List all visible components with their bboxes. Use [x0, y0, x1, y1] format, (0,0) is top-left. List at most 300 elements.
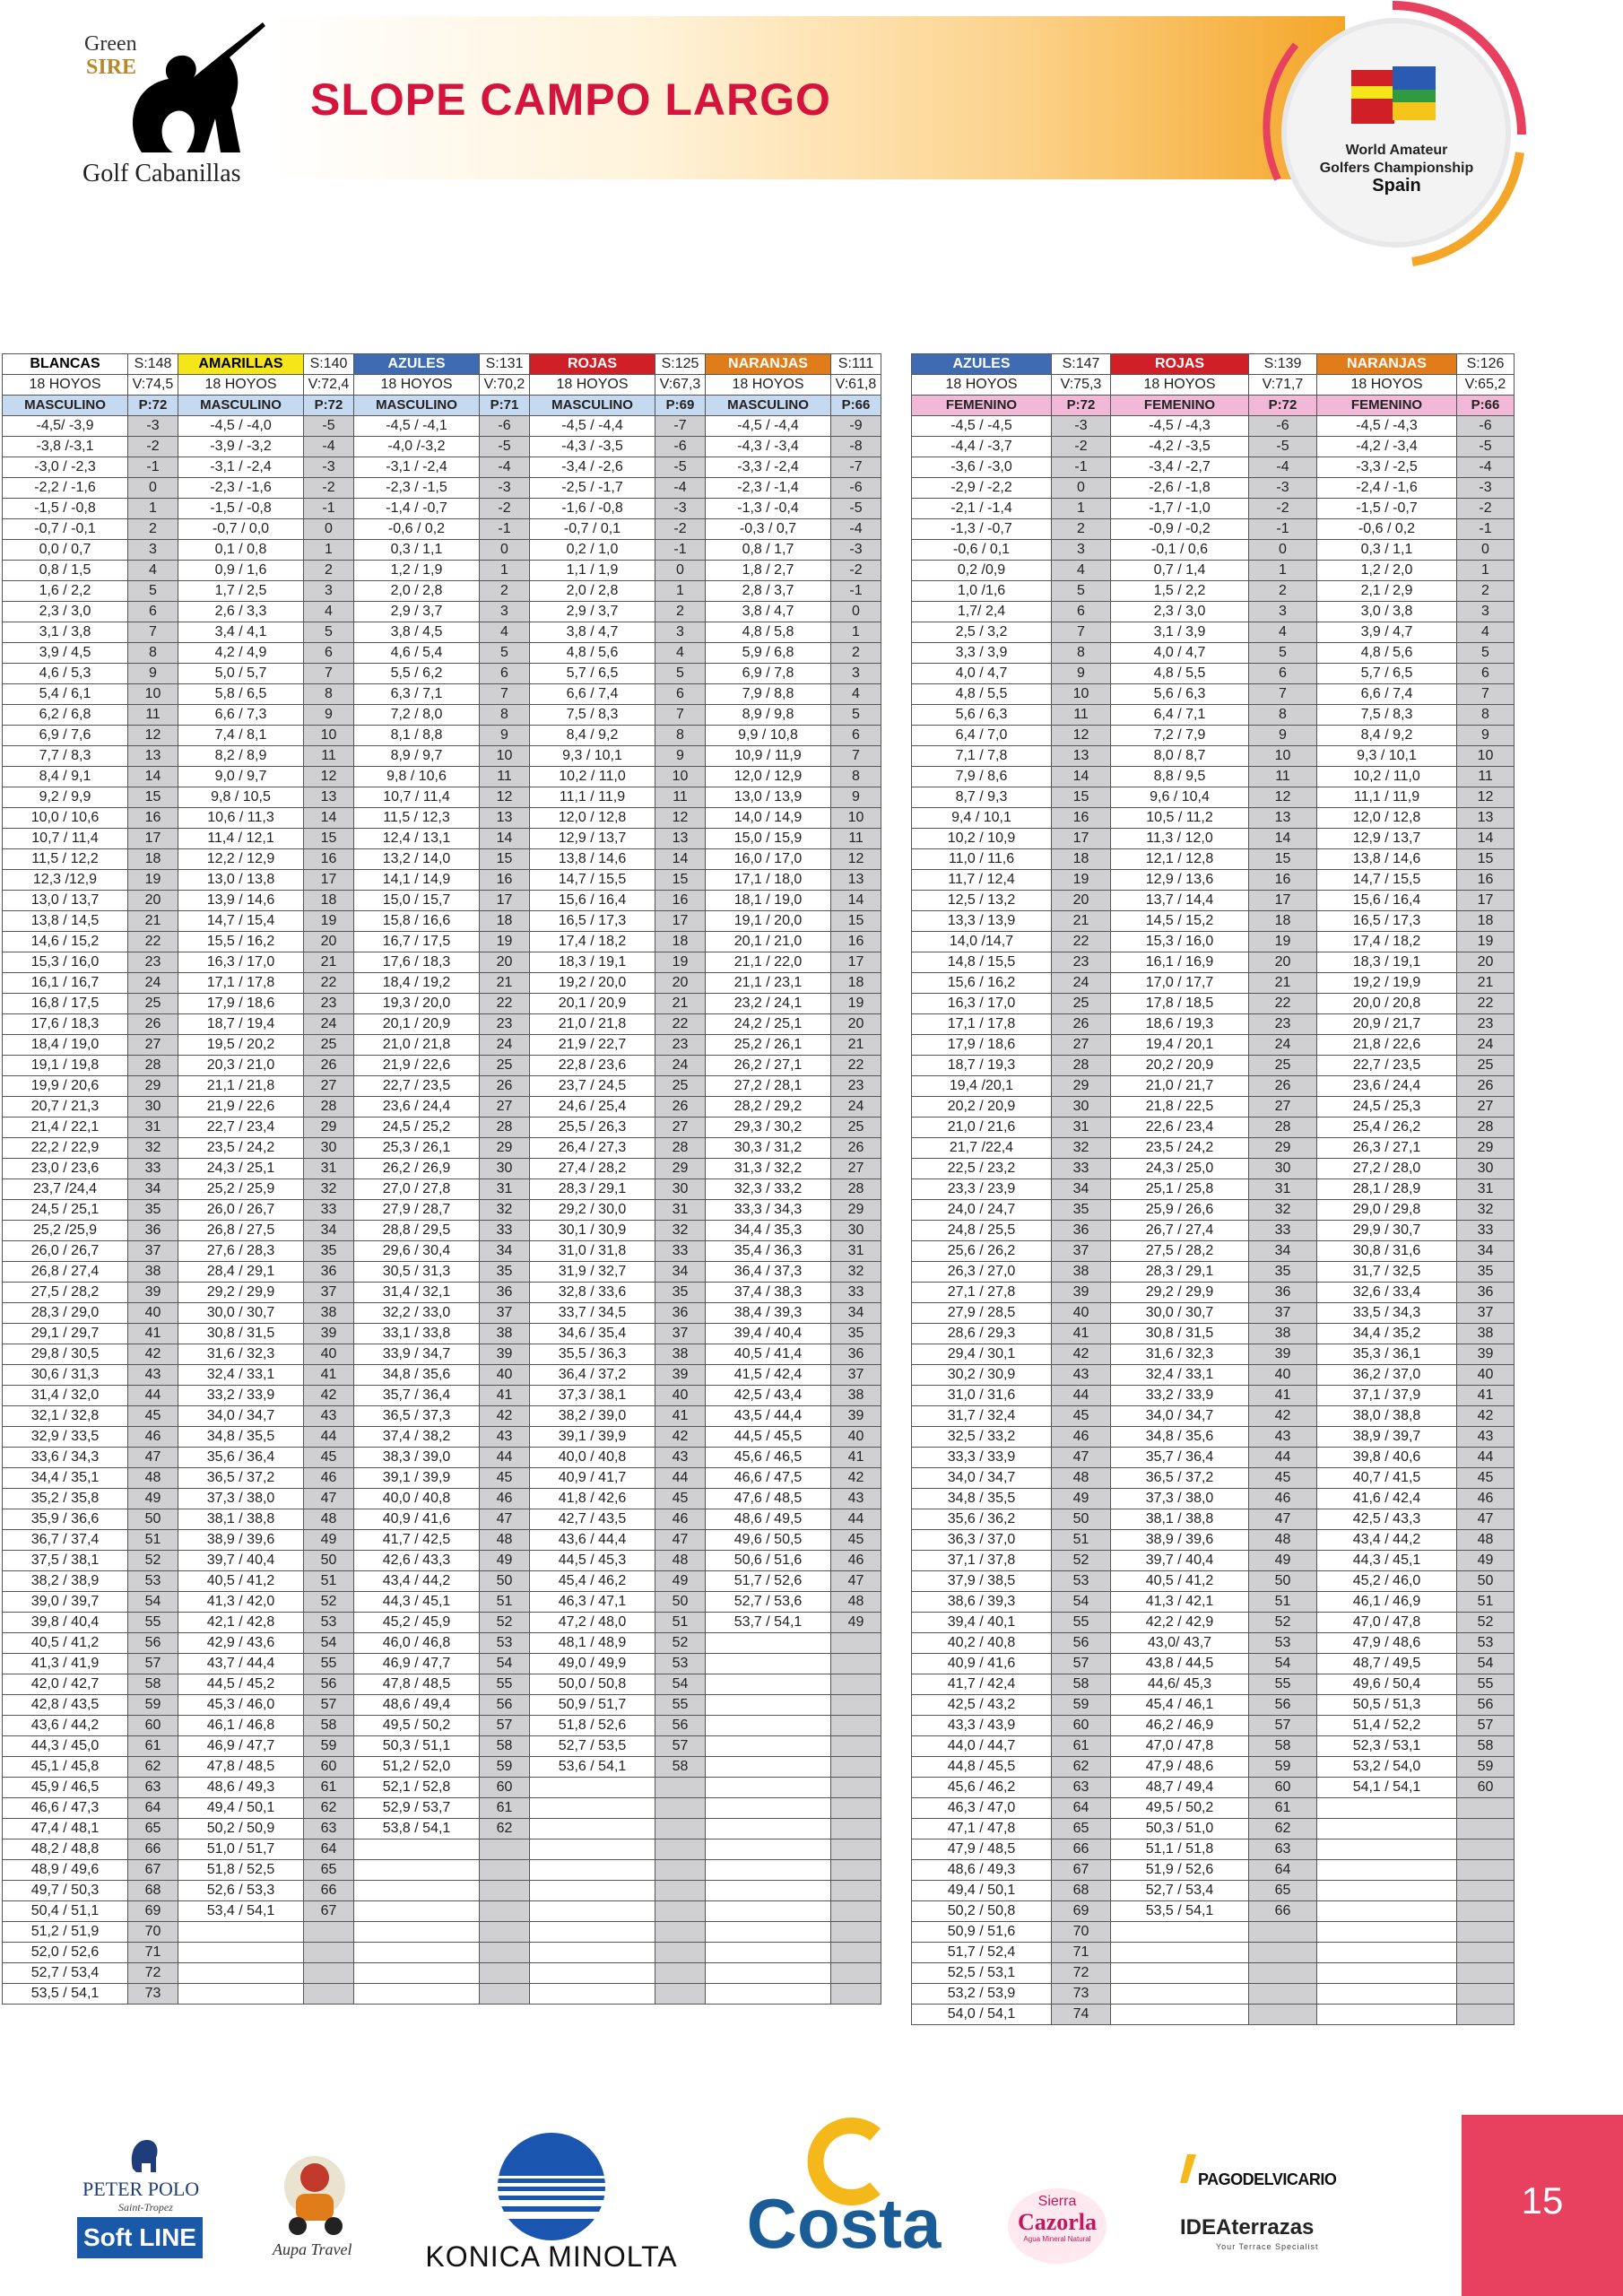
handicap-strokes-cell: 29 [1457, 1138, 1515, 1159]
handicap-range-cell: 41,7 / 42,4 [912, 1674, 1052, 1695]
handicap-strokes-cell: 12 [1052, 726, 1111, 746]
handicap-strokes-cell: 50 [1052, 1509, 1111, 1530]
table-row [3, 1365, 881, 1386]
table-row [912, 1179, 1515, 1200]
handicap-strokes-cell [1457, 1819, 1515, 1839]
handicap-strokes-cell [831, 1963, 881, 1984]
handicap-range-cell: 22,7 / 23,5 [354, 1076, 480, 1097]
handicap-strokes-cell: 55 [1249, 1674, 1317, 1695]
handicap-range-cell: 29,2 / 30,0 [530, 1200, 655, 1221]
handicap-strokes-cell: 0 [831, 602, 881, 622]
holes-header-holes: 18 HOYOS [912, 375, 1052, 396]
handicap-strokes-cell [831, 1654, 881, 1674]
handicap-range-cell: 12,5 / 13,2 [912, 891, 1052, 911]
handicap-range-cell: 32,4 / 33,1 [1111, 1365, 1249, 1386]
handicap-range-cell: 32,6 / 33,4 [1317, 1283, 1457, 1303]
handicap-strokes-cell: 8 [480, 705, 530, 726]
handicap-strokes-cell: -6 [480, 416, 530, 437]
handicap-strokes-cell: 29 [655, 1159, 706, 1179]
handicap-range-cell: 43,6 / 44,4 [530, 1530, 655, 1551]
handicap-strokes-cell: 64 [1052, 1798, 1111, 1819]
handicap-strokes-cell: 5 [1457, 643, 1515, 664]
tee-header-tee: AMARILLAS [178, 354, 304, 375]
handicap-strokes-cell: 24 [1249, 1035, 1317, 1056]
handicap-range-cell [1317, 1860, 1457, 1881]
handicap-range-cell: 3,9 / 4,5 [3, 643, 128, 664]
handicap-range-cell: 8,9 / 9,8 [706, 705, 831, 726]
handicap-range-cell: 14,7 / 15,5 [1317, 870, 1457, 891]
table-row [912, 684, 1515, 705]
table-row [3, 416, 881, 437]
handicap-strokes-cell: 66 [128, 1839, 178, 1860]
handicap-range-cell: 51,8 / 52,5 [178, 1860, 304, 1881]
handicap-strokes-cell: 11 [304, 746, 354, 767]
handicap-range-cell: 44,6/ 45,3 [1111, 1674, 1249, 1695]
handicap-range-cell: 27,6 / 28,3 [178, 1241, 304, 1262]
handicap-range-cell: 0,0 / 0,7 [3, 540, 128, 561]
table-row [912, 1716, 1515, 1736]
handicap-strokes-cell: 12 [304, 767, 354, 787]
handicap-range-cell: 43,0/ 43,7 [1111, 1633, 1249, 1654]
handicap-range-cell: 35,3 / 36,1 [1317, 1344, 1457, 1365]
table-row [3, 1303, 881, 1324]
handicap-strokes-cell: 39 [304, 1324, 354, 1344]
handicap-strokes-cell: 52 [655, 1633, 706, 1654]
handicap-strokes-cell: 48 [1052, 1468, 1111, 1489]
table-row [912, 1448, 1515, 1468]
handicap-strokes-cell: 20 [831, 1014, 881, 1035]
handicap-strokes-cell: 46 [1052, 1427, 1111, 1448]
handicap-range-cell [354, 1901, 480, 1922]
handicap-range-cell: 13,0 / 13,7 [3, 891, 128, 911]
handicap-range-cell: 36,3 / 37,0 [912, 1530, 1052, 1551]
handicap-strokes-cell: -1 [480, 519, 530, 540]
handicap-range-cell: -4,2 / -3,5 [1111, 437, 1249, 457]
handicap-range-cell: -2,3 / -1,6 [178, 478, 304, 499]
handicap-strokes-cell: 3 [1457, 602, 1515, 622]
handicap-strokes-cell: 4 [480, 622, 530, 643]
handicap-strokes-cell: 30 [1052, 1097, 1111, 1118]
handicap-range-cell: 41,8 / 42,6 [530, 1489, 655, 1509]
handicap-range-cell: 1,6 / 2,2 [3, 581, 128, 602]
handicap-range-cell: 50,2 / 50,9 [178, 1819, 304, 1839]
handicap-strokes-cell: 22 [1249, 994, 1317, 1014]
handicap-range-cell: 44,3 / 45,1 [1317, 1551, 1457, 1571]
handicap-strokes-cell: 23 [1249, 1014, 1317, 1035]
table-row [3, 1839, 881, 1860]
handicap-range-cell: 6,4 / 7,0 [912, 726, 1052, 746]
table-row [3, 684, 881, 705]
handicap-strokes-cell [831, 1839, 881, 1860]
handicap-range-cell: 11,1 / 11,9 [1317, 787, 1457, 808]
handicap-range-cell: 53,7 / 54,1 [706, 1613, 831, 1633]
handicap-strokes-cell: 15 [128, 787, 178, 808]
handicap-range-cell: 27,2 / 28,1 [706, 1076, 831, 1097]
handicap-strokes-cell: 13 [304, 787, 354, 808]
table-row [3, 1014, 881, 1035]
handicap-strokes-cell [1457, 1839, 1515, 1860]
handicap-range-cell [1317, 1901, 1457, 1922]
handicap-range-cell: 17,6 / 18,3 [354, 952, 480, 973]
table-row [912, 664, 1515, 684]
handicap-range-cell [178, 1922, 304, 1943]
handicap-range-cell: 51,7 / 52,6 [706, 1571, 831, 1592]
handicap-strokes-cell: 14 [1457, 829, 1515, 849]
handicap-strokes-cell: -1 [128, 457, 178, 478]
handicap-strokes-cell: 35 [128, 1200, 178, 1221]
handicap-strokes-cell: 22 [831, 1056, 881, 1076]
table-row [912, 1551, 1515, 1571]
table-row [3, 1138, 881, 1159]
handicap-strokes-cell: -1 [831, 581, 881, 602]
table-row [3, 994, 881, 1014]
handicap-strokes-cell: 23 [304, 994, 354, 1014]
table-row [912, 1654, 1515, 1674]
handicap-strokes-cell: 4 [128, 561, 178, 581]
handicap-range-cell: 42,5 / 43,3 [1317, 1509, 1457, 1530]
handicap-range-cell: 14,1 / 14,9 [354, 870, 480, 891]
table-row [912, 1530, 1515, 1551]
handicap-range-cell: -0,6 / 0,2 [1317, 519, 1457, 540]
handicap-strokes-cell: 20 [480, 952, 530, 973]
handicap-range-cell: 30,1 / 30,9 [530, 1221, 655, 1241]
handicap-range-cell: 52,5 / 53,1 [912, 1963, 1052, 1984]
table-row [3, 952, 881, 973]
handicap-strokes-cell: 1 [1457, 561, 1515, 581]
handicap-strokes-cell: 59 [1457, 1757, 1515, 1778]
handicap-range-cell: 2,3 / 3,0 [3, 602, 128, 622]
handicap-strokes-cell [1457, 1922, 1515, 1943]
table-row [912, 540, 1515, 561]
handicap-range-cell [1111, 1922, 1249, 1943]
handicap-strokes-cell: 61 [1249, 1798, 1317, 1819]
table-row [912, 1674, 1515, 1695]
handicap-range-cell: 2,1 / 2,9 [1317, 581, 1457, 602]
tee-header-tee: AZULES [912, 354, 1052, 375]
handicap-range-cell: 12,9 / 13,7 [530, 829, 655, 849]
table-row [3, 602, 881, 622]
handicap-range-cell: 8,4 / 9,1 [3, 767, 128, 787]
handicap-strokes-cell: 40 [831, 1427, 881, 1448]
handicap-range-cell: 45,3 / 46,0 [178, 1695, 304, 1716]
handicap-strokes-cell: 50 [655, 1592, 706, 1613]
handicap-range-cell: 44,5 / 45,3 [530, 1551, 655, 1571]
handicap-strokes-cell: 10 [1052, 684, 1111, 705]
handicap-strokes-cell [480, 1901, 530, 1922]
table-row [3, 1509, 881, 1530]
handicap-strokes-cell: 46 [480, 1489, 530, 1509]
handicap-range-cell: 28,4 / 29,1 [178, 1262, 304, 1283]
handicap-strokes-cell: 59 [304, 1736, 354, 1757]
handicap-strokes-cell: 58 [655, 1757, 706, 1778]
table-row [3, 499, 881, 519]
table-row [912, 1324, 1515, 1344]
handicap-range-cell: 7,4 / 8,1 [178, 726, 304, 746]
handicap-range-cell: 3,4 / 4,1 [178, 622, 304, 643]
idea-terrazas-logo [1180, 2215, 1377, 2260]
handicap-range-cell [706, 1881, 831, 1901]
handicap-strokes-cell: -5 [1457, 437, 1515, 457]
handicap-strokes-cell: 34 [128, 1179, 178, 1200]
handicap-range-cell: -2,3 / -1,4 [706, 478, 831, 499]
handicap-range-cell: 15,6 / 16,2 [912, 973, 1052, 994]
holes-header-value: V:74,5 [128, 375, 178, 396]
handicap-strokes-cell [304, 1922, 354, 1943]
handicap-range-cell: 29,4 / 30,1 [912, 1344, 1052, 1365]
handicap-range-cell: 42,8 / 43,5 [3, 1695, 128, 1716]
handicap-strokes-cell: 13 [1249, 808, 1317, 829]
handicap-range-cell: 20,2 / 20,9 [1111, 1056, 1249, 1076]
table-row [912, 849, 1515, 870]
handicap-range-cell: 29,2 / 29,9 [1111, 1283, 1249, 1303]
handicap-strokes-cell: 52 [304, 1592, 354, 1613]
table-row [912, 1221, 1515, 1241]
handicap-strokes-cell: 21 [1457, 973, 1515, 994]
table-row [912, 1592, 1515, 1613]
handicap-strokes-cell: 3 [304, 581, 354, 602]
handicap-range-cell: 14,7 / 15,5 [530, 870, 655, 891]
handicap-strokes-cell: 64 [1249, 1860, 1317, 1881]
handicap-strokes-cell: 43 [655, 1448, 706, 1468]
handicap-strokes-cell: 40 [1457, 1365, 1515, 1386]
handicap-range-cell: 47,0 / 47,8 [1317, 1613, 1457, 1633]
table-row [3, 581, 881, 602]
handicap-strokes-cell: 53 [655, 1654, 706, 1674]
handicap-strokes-cell [480, 1881, 530, 1901]
handicap-range-cell: 50,6 / 51,6 [706, 1551, 831, 1571]
handicap-strokes-cell: 51 [480, 1592, 530, 1613]
handicap-strokes-cell: 18 [128, 849, 178, 870]
handicap-range-cell: 45,2 / 45,9 [354, 1613, 480, 1633]
handicap-strokes-cell: 40 [128, 1303, 178, 1324]
handicap-strokes-cell: 71 [128, 1943, 178, 1963]
handicap-range-cell [530, 1922, 655, 1943]
handicap-range-cell: 43,7 / 44,4 [178, 1654, 304, 1674]
handicap-range-cell [706, 1922, 831, 1943]
handicap-strokes-cell: -2 [831, 561, 881, 581]
holes-header-holes: 18 HOYOS [706, 375, 831, 396]
handicap-strokes-cell: 21 [304, 952, 354, 973]
handicap-range-cell: 48,7 / 49,5 [1317, 1654, 1457, 1674]
handicap-strokes-cell: -4 [480, 457, 530, 478]
handicap-strokes-cell: 8 [1052, 643, 1111, 664]
handicap-range-cell: 30,0 / 30,7 [178, 1303, 304, 1324]
handicap-strokes-cell: 35 [831, 1324, 881, 1344]
handicap-strokes-cell: 55 [1052, 1613, 1111, 1633]
table-row [3, 1118, 881, 1138]
handicap-strokes-cell [1249, 2005, 1317, 2025]
handicap-strokes-cell: 18 [831, 973, 881, 994]
handicap-strokes-cell: 31 [1249, 1179, 1317, 1200]
table-row [912, 1757, 1515, 1778]
handicap-range-cell: 7,7 / 8,3 [3, 746, 128, 767]
handicap-range-cell: 37,1 / 37,9 [1317, 1386, 1457, 1406]
table-row [912, 973, 1515, 994]
handicap-range-cell: 3,8 / 4,7 [706, 602, 831, 622]
handicap-range-cell: -1,5 / -0,8 [178, 499, 304, 519]
handicap-strokes-cell: 43 [1052, 1365, 1111, 1386]
handicap-range-cell: 42,0 / 42,7 [3, 1674, 128, 1695]
handicap-range-cell: 53,8 / 54,1 [354, 1819, 480, 1839]
handicap-strokes-cell: 42 [831, 1468, 881, 1489]
handicap-range-cell: -1,6 / -0,8 [530, 499, 655, 519]
handicap-strokes-cell: 39 [128, 1283, 178, 1303]
table-row [912, 787, 1515, 808]
handicap-range-cell: 37,3 / 38,0 [1111, 1489, 1249, 1509]
handicap-range-cell: -2,2 / -1,6 [3, 478, 128, 499]
handicap-strokes-cell [831, 1901, 881, 1922]
handicap-strokes-cell: 41 [1457, 1386, 1515, 1406]
handicap-strokes-cell: 11 [128, 705, 178, 726]
handicap-range-cell: 30,8 / 31,6 [1317, 1241, 1457, 1262]
table-row [3, 1097, 881, 1118]
table-row [912, 829, 1515, 849]
table-row [3, 1695, 881, 1716]
handicap-strokes-cell: 38 [1249, 1324, 1317, 1344]
handicap-range-cell: 21,4 / 22,1 [3, 1118, 128, 1138]
table-row [3, 1035, 881, 1056]
handicap-strokes-cell: -4 [831, 519, 881, 540]
handicap-range-cell: 54,1 / 54,1 [1317, 1778, 1457, 1798]
handicap-strokes-cell: 43 [831, 1489, 881, 1509]
table-row [3, 1922, 881, 1943]
tee-header-slope: S:111 [831, 354, 881, 375]
handicap-strokes-cell: 22 [480, 994, 530, 1014]
table-row [3, 1819, 881, 1839]
handicap-strokes-cell: 26 [655, 1097, 706, 1118]
handicap-strokes-cell: 17 [831, 952, 881, 973]
handicap-range-cell: 42,7 / 43,5 [530, 1509, 655, 1530]
cazorla-text: Cazorla [1017, 2209, 1098, 2235]
handicap-range-cell: 2,5 / 3,2 [912, 622, 1052, 643]
handicap-strokes-cell: 52 [1249, 1613, 1317, 1633]
handicap-strokes-cell: 0 [1457, 540, 1515, 561]
handicap-range-cell: 0,2 / 1,0 [530, 540, 655, 561]
handicap-range-cell: 23,6 / 24,4 [354, 1097, 480, 1118]
handicap-range-cell: 29,2 / 29,9 [178, 1283, 304, 1303]
handicap-range-cell: 37,3 / 38,0 [178, 1489, 304, 1509]
handicap-strokes-cell: 71 [1052, 1943, 1111, 1963]
table-row [3, 1179, 881, 1200]
handicap-strokes-cell: 21 [1249, 973, 1317, 994]
handicap-range-cell: 37,9 / 38,5 [912, 1571, 1052, 1592]
handicap-range-cell: 23,7 / 24,5 [530, 1076, 655, 1097]
handicap-strokes-cell: 14 [655, 849, 706, 870]
handicap-strokes-cell: 3 [128, 540, 178, 561]
handicap-strokes-cell: 28 [1249, 1118, 1317, 1138]
table-row [912, 726, 1515, 746]
handicap-strokes-cell [831, 1860, 881, 1881]
handicap-strokes-cell: 23 [1052, 952, 1111, 973]
handicap-range-cell: 6,6 / 7,3 [178, 705, 304, 726]
handicap-range-cell: 8,2 / 8,9 [178, 746, 304, 767]
handicap-range-cell: 21,0 / 21,8 [354, 1035, 480, 1056]
handicap-strokes-cell: 47 [1457, 1509, 1515, 1530]
handicap-strokes-cell [1457, 1963, 1515, 1984]
handicap-range-cell: 44,3 / 45,0 [3, 1736, 128, 1757]
handicap-strokes-cell: 19 [1457, 932, 1515, 952]
handicap-range-cell: 48,7 / 49,4 [1111, 1778, 1249, 1798]
handicap-strokes-cell: 44 [480, 1448, 530, 1468]
handicap-range-cell: 34,4 / 35,2 [1317, 1324, 1457, 1344]
handicap-range-cell: 21,8 / 22,5 [1111, 1097, 1249, 1118]
gender-header-gender: MASCULINO [354, 396, 480, 416]
handicap-strokes-cell: 52 [1457, 1613, 1515, 1633]
table-row [912, 746, 1515, 767]
handicap-strokes-cell: 54 [655, 1674, 706, 1695]
handicap-range-cell: 5,4 / 6,1 [3, 684, 128, 705]
table-row [3, 829, 881, 849]
handicap-strokes-cell: 10 [655, 767, 706, 787]
table-row [3, 1901, 881, 1922]
cazorla-subtext: Agua Mineral Natural [1023, 2235, 1091, 2243]
handicap-strokes-cell: 26 [128, 1014, 178, 1035]
handicap-strokes-cell: 9 [304, 705, 354, 726]
page-title: SLOPE CAMPO LARGO [310, 74, 831, 125]
handicap-strokes-cell: 33 [655, 1241, 706, 1262]
handicap-range-cell: 30,8 / 31,5 [178, 1324, 304, 1344]
handicap-range-cell: 9,3 / 10,1 [530, 746, 655, 767]
handicap-range-cell [178, 1963, 304, 1984]
handicap-strokes-cell: 72 [1052, 1963, 1111, 1984]
handicap-range-cell: 3,1 / 3,9 [1111, 622, 1249, 643]
handicap-strokes-cell: 34 [1249, 1241, 1317, 1262]
handicap-range-cell: 51,7 / 52,4 [912, 1943, 1052, 1963]
handicap-range-cell: 12,0 / 12,8 [530, 808, 655, 829]
handicap-strokes-cell: 55 [128, 1613, 178, 1633]
handicap-strokes-cell: 37 [655, 1324, 706, 1344]
handicap-range-cell: 19,1 / 20,0 [706, 911, 831, 932]
handicap-strokes-cell: 47 [128, 1448, 178, 1468]
handicap-range-cell: 10,5 / 11,2 [1111, 808, 1249, 829]
handicap-range-cell: -3,0 / -2,3 [3, 457, 128, 478]
handicap-strokes-cell: 49 [831, 1613, 881, 1633]
handicap-strokes-cell: 30 [1457, 1159, 1515, 1179]
handicap-strokes-cell: 41 [1249, 1386, 1317, 1406]
gender-header-par: P:72 [304, 396, 354, 416]
handicap-range-cell: -1,5 / -0,7 [1317, 499, 1457, 519]
handicap-range-cell: 23,0 / 23,6 [3, 1159, 128, 1179]
handicap-range-cell: -2,3 / -1,5 [354, 478, 480, 499]
handicap-range-cell: 4,0 / 4,7 [1111, 643, 1249, 664]
handicap-strokes-cell: -1 [1249, 519, 1317, 540]
handicap-strokes-cell: 47 [1052, 1448, 1111, 1468]
table-row [3, 808, 881, 829]
handicap-strokes-cell: 6 [1052, 602, 1111, 622]
handicap-strokes-cell: 34 [1457, 1241, 1515, 1262]
handicap-range-cell: 41,6 / 42,4 [1317, 1489, 1457, 1509]
handicap-strokes-cell: 0 [1249, 540, 1317, 561]
handicap-range-cell: 47,8 / 48,5 [178, 1757, 304, 1778]
table-row [3, 1468, 881, 1489]
handicap-range-cell: 15,5 / 16,2 [178, 932, 304, 952]
handicap-strokes-cell: 59 [1249, 1757, 1317, 1778]
handicap-strokes-cell: 12 [1249, 787, 1317, 808]
handicap-range-cell: 1,7 / 2,5 [178, 581, 304, 602]
aupa-travel-logo [265, 2151, 364, 2267]
handicap-strokes-cell: 35 [1052, 1200, 1111, 1221]
table-row [3, 643, 881, 664]
handicap-range-cell: 28,3 / 29,1 [530, 1179, 655, 1200]
handicap-strokes-cell: 60 [1249, 1778, 1317, 1798]
handicap-range-cell: 0,8 / 1,7 [706, 540, 831, 561]
handicap-range-cell: -4,5 / -4,1 [354, 416, 480, 437]
handicap-strokes-cell: 44 [128, 1386, 178, 1406]
handicap-range-cell: 8,4 / 9,2 [1317, 726, 1457, 746]
table-row [3, 1056, 881, 1076]
table-row [912, 1468, 1515, 1489]
handicap-range-cell: 46,3 / 47,1 [530, 1592, 655, 1613]
